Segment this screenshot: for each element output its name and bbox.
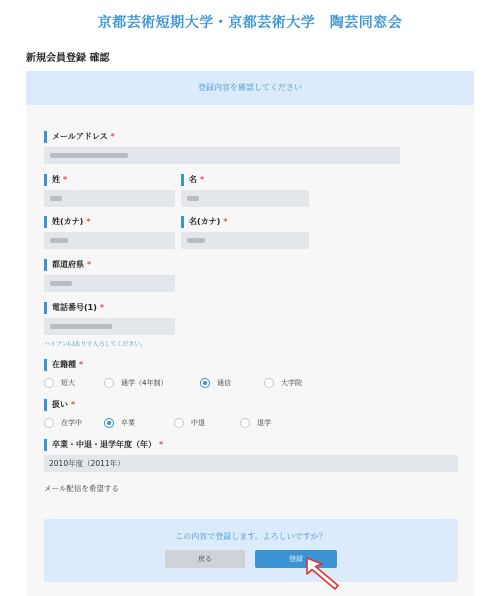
status-option-label: 在学中 bbox=[61, 419, 82, 427]
last-name-label bbox=[44, 174, 67, 186]
enrollment-radio-group bbox=[44, 376, 318, 390]
required-mark: * bbox=[110, 132, 115, 141]
radio-circle[interactable] bbox=[104, 378, 114, 388]
grad-year-label-text: 卒業・中退・退学年度（年） bbox=[52, 440, 156, 449]
radio-circle[interactable] bbox=[44, 418, 54, 428]
enrollment-option-label: 大学院 bbox=[281, 379, 302, 387]
status-option-label: 中退 bbox=[191, 419, 205, 427]
status-option-zaigaku[interactable] bbox=[44, 418, 88, 428]
radio-circle-selected[interactable] bbox=[200, 378, 210, 388]
radio-circle[interactable] bbox=[240, 418, 250, 428]
prefecture-value bbox=[44, 275, 175, 292]
redacted-text bbox=[50, 238, 68, 243]
enrollment-option-label: 短大 bbox=[61, 379, 75, 387]
grad-year-value: 2010年度（2011年） bbox=[44, 455, 458, 472]
redacted-text bbox=[187, 238, 205, 243]
required-mark: * bbox=[87, 260, 92, 269]
phone-value bbox=[44, 318, 175, 335]
phone-label bbox=[44, 302, 104, 314]
prefecture-label-text: 都道府県 bbox=[52, 260, 84, 269]
phone-label-text: 電話番号(1) bbox=[52, 303, 97, 312]
first-name-kana-value bbox=[181, 232, 309, 249]
status-option-label: 卒業 bbox=[121, 419, 135, 427]
required-mark: * bbox=[99, 303, 105, 312]
first-name-label-text: 名 bbox=[189, 175, 197, 184]
required-mark: * bbox=[86, 217, 91, 226]
email-label-text: メールアドレス bbox=[52, 132, 108, 141]
last-name-label-text: 姓 bbox=[52, 175, 60, 184]
confirm-question: この内容で登録します。よろしいですか？ bbox=[175, 532, 327, 541]
status-label-text: 扱い bbox=[52, 400, 68, 409]
last-name-kana-value bbox=[44, 232, 175, 249]
status-option-taigaku[interactable] bbox=[240, 418, 271, 428]
required-mark: * bbox=[223, 217, 228, 226]
confirm-notice-banner bbox=[26, 71, 474, 105]
last-name-kana-label-text: 姓(カナ) bbox=[52, 217, 84, 226]
enrollment-label bbox=[44, 359, 83, 371]
enrollment-label-text: 在籍種 bbox=[52, 360, 76, 369]
enrollment-option-tandai[interactable] bbox=[44, 378, 88, 388]
radio-circle[interactable] bbox=[44, 378, 54, 388]
redacted-text bbox=[50, 153, 128, 158]
phone-hint: ハイフン(-)ありで入力してください。 bbox=[44, 341, 147, 348]
register-button[interactable]: 登録 bbox=[255, 550, 337, 568]
first-name-value bbox=[181, 190, 309, 207]
status-radio-group bbox=[44, 416, 287, 430]
last-name-value bbox=[44, 190, 175, 207]
enrollment-option-daigakuin[interactable] bbox=[264, 378, 302, 388]
status-option-sotsugyo[interactable] bbox=[104, 418, 158, 428]
confirm-box bbox=[44, 519, 458, 582]
required-mark: * bbox=[79, 360, 84, 369]
enrollment-option-tsugaku[interactable] bbox=[104, 378, 184, 388]
prefecture-label bbox=[44, 259, 91, 271]
required-mark: * bbox=[63, 175, 68, 184]
grad-year-label bbox=[44, 439, 163, 451]
required-mark: * bbox=[159, 440, 164, 449]
enrollment-option-tsushin[interactable] bbox=[200, 378, 248, 388]
email-label bbox=[44, 131, 115, 143]
redacted-text bbox=[187, 196, 199, 201]
enrollment-option-label: 通学（4年制） bbox=[121, 379, 168, 387]
mail-preference-text: メール配信を希望する bbox=[44, 484, 119, 493]
redacted-text bbox=[50, 324, 112, 329]
email-value bbox=[44, 147, 400, 164]
first-name-kana-label bbox=[181, 216, 228, 228]
status-label bbox=[44, 399, 75, 411]
first-name-label bbox=[181, 174, 204, 186]
radio-circle[interactable] bbox=[174, 418, 184, 428]
required-mark: * bbox=[200, 175, 205, 184]
site-title: 京都芸術短期大学・京都芸術大学 陶芸同窓会 bbox=[97, 15, 403, 31]
required-mark: * bbox=[71, 400, 76, 409]
redacted-text bbox=[50, 281, 72, 286]
status-option-label: 退学 bbox=[257, 419, 271, 427]
first-name-kana-label-text: 名(カナ) bbox=[189, 217, 221, 226]
enrollment-option-label: 通信 bbox=[217, 379, 231, 387]
radio-circle[interactable] bbox=[264, 378, 274, 388]
last-name-kana-label bbox=[44, 216, 91, 228]
page-title: 新規会員登録 確認 bbox=[26, 53, 110, 64]
status-option-chutai[interactable] bbox=[174, 418, 224, 428]
radio-circle-selected[interactable] bbox=[104, 418, 114, 428]
confirm-notice-text: 登録内容を確認してください bbox=[198, 83, 302, 92]
back-button[interactable]: 戻る bbox=[165, 550, 245, 568]
redacted-text bbox=[50, 196, 62, 201]
cursor-arrow-icon bbox=[305, 556, 345, 592]
